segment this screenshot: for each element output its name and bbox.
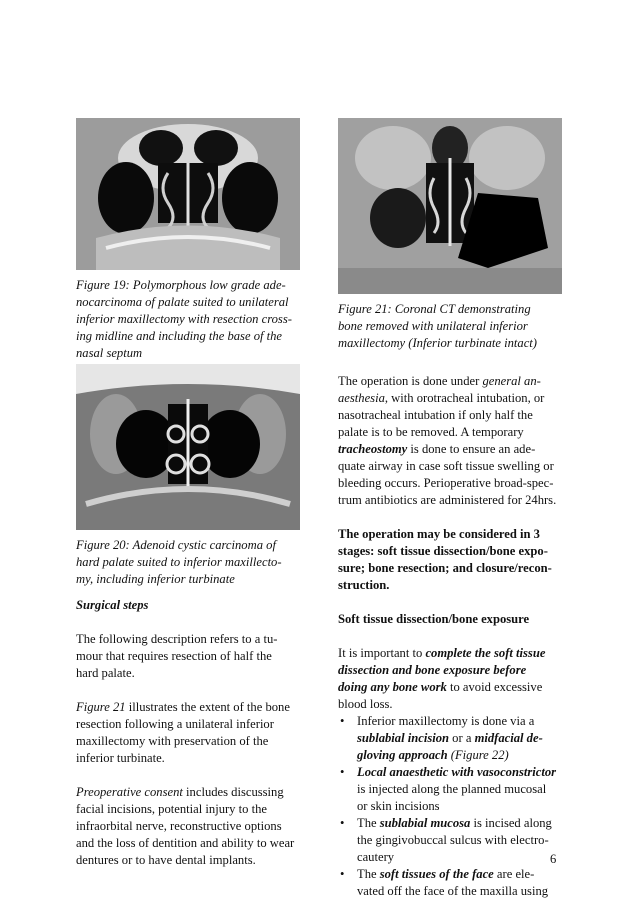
caption-line: Figure 19: Polymorphous low grade ade-	[76, 278, 286, 292]
caption-line: nasal septum	[76, 346, 143, 360]
section-heading: Surgical steps	[76, 598, 149, 612]
stages-paragraph-line: struction.	[338, 578, 390, 592]
list-item: • The sublabial mucosa is incised along the gingivobuccal sulcus with electro- cautery	[338, 815, 562, 866]
important-paragraph-line: It is important to complete the soft tissue	[338, 646, 546, 660]
figure-21-ref: Figure 21	[76, 700, 126, 714]
caption-line: nocarcinoma of palate suited to unilateral	[76, 295, 289, 309]
page-number: 6	[550, 852, 557, 866]
operation-paragraph-line: trum antibiotics are administered for 24hrs.	[338, 493, 557, 507]
stages-paragraph-line: stages: soft tissue dissection/bone expo-	[338, 544, 548, 558]
caption-line: inferior maxillectomy with resection cross-	[76, 312, 292, 326]
steps-bullet-list	[338, 713, 562, 900]
important-paragraph-line: doing any bone work to avoid excessive	[338, 680, 543, 694]
stages-paragraph-line: The operation may be considered in 3	[338, 527, 540, 541]
caption-line: hard palate suited to inferior maxillecto-	[76, 555, 282, 569]
intro-paragraph-line: mour that requires resection of half the	[76, 649, 272, 663]
figure-ref-paragraph-line: maxillectomy with preservation of the	[76, 734, 269, 748]
consent-paragraph-line: Preoperative consent includes discussing	[76, 785, 284, 799]
list-item: • Local anaesthetic with vasoconstrictor is injected along the planned mucosal or skin incisions	[338, 764, 562, 815]
operation-paragraph-line: nasotracheal intubation if only half the	[338, 408, 533, 422]
ct-scan-graphic	[338, 118, 562, 294]
operation-paragraph-line: quate airway in case soft tissue swelling or	[338, 459, 554, 473]
figure-ref-paragraph-line: resection following a unilateral inferior	[76, 717, 274, 731]
right-column-body	[338, 373, 562, 900]
figure-19-ct-image	[76, 118, 300, 270]
intro-paragraph-line: The following description refers to a tu-	[76, 632, 278, 646]
subsection-heading: Soft tissue dissection/bone exposure	[338, 612, 530, 626]
operation-paragraph-line: aesthesia, with orotracheal intubation, or	[338, 391, 545, 405]
important-paragraph-line: blood loss.	[338, 697, 393, 711]
list-item: • The soft tissues of the face are ele- vated off the face of the maxilla using	[338, 866, 562, 900]
operation-paragraph-line: palate is to be removed. A temporary	[338, 425, 524, 439]
caption-line: ing midline and including the base of the	[76, 329, 283, 343]
consent-paragraph-line: infraorbital nerve, reconstructive options	[76, 819, 282, 833]
figure-21-ct-image	[338, 118, 562, 294]
consent-paragraph-line: dentures or to have dental implants.	[76, 853, 256, 867]
ct-scan-graphic	[76, 118, 300, 270]
figure-ref-paragraph-line: inferior turbinate.	[76, 751, 165, 765]
figure-20-ct-image	[76, 364, 300, 530]
operation-paragraph-line: bleeding occurs. Perioperative broad-spec-	[338, 476, 554, 490]
caption-line: Figure 20: Adenoid cystic carcinoma of	[76, 538, 276, 552]
figure-ref-paragraph-line: Figure 21 illustrates the extent of the bone	[76, 700, 290, 714]
caption-line: bone removed with unilateral inferior	[338, 319, 528, 333]
figure-21-caption	[338, 301, 562, 352]
left-column-body	[76, 597, 300, 869]
consent-paragraph-line: and the loss of dentition and ability to wear	[76, 836, 295, 850]
caption-line: maxillectomy (Inferior turbinate intact)	[338, 336, 538, 350]
list-item: • Inferior maxillectomy is done via a sublabial incision or a midfacial de- gloving approach (Figure 22)	[338, 713, 562, 764]
consent-paragraph-line: facial incisions, potential injury to the	[76, 802, 267, 816]
stages-paragraph-line: sure; bone resection; and closure/recon-	[338, 561, 552, 575]
figure-19-caption	[76, 277, 300, 362]
intro-paragraph-line: hard palate.	[76, 666, 135, 680]
caption-line: Figure 21: Coronal CT demonstrating	[338, 302, 531, 316]
operation-paragraph-line: The operation is done under general an-	[338, 374, 541, 388]
important-paragraph-line: dissection and bone exposure before	[338, 663, 527, 677]
operation-paragraph-line: tracheostomy is done to ensure an ade-	[338, 442, 536, 456]
ct-scan-graphic	[76, 364, 300, 530]
figure-20-caption	[76, 537, 300, 588]
caption-line: my, including inferior turbinate	[76, 572, 235, 586]
